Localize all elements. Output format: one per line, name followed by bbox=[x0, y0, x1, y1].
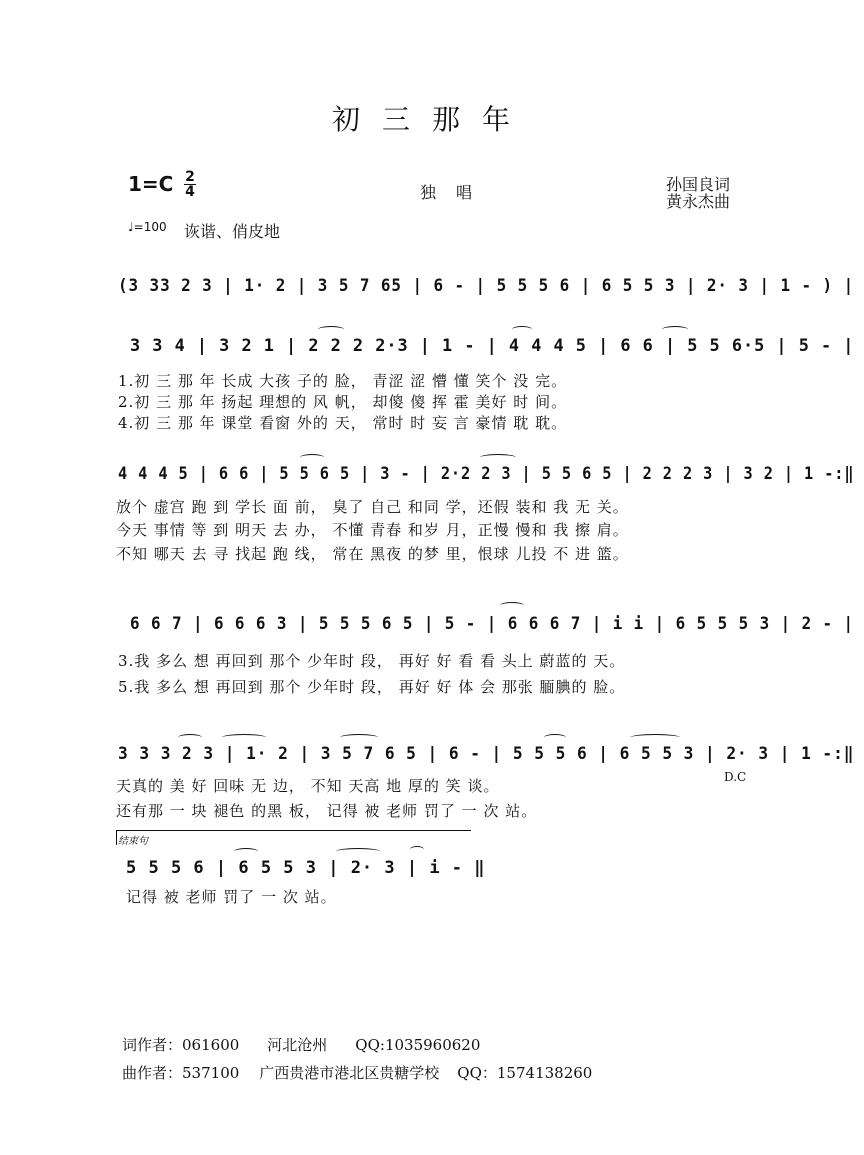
composer-credit: 黄永杰曲 bbox=[666, 192, 731, 211]
lyric-line: 还有那 一 块 褪色 的黑 板， 记得 被 老师 罚了 一 次 站。 bbox=[116, 802, 538, 820]
lyric-line: 今天 事情 等 到 明天 去 办， 不懂 青春 和岁 月，正慢 慢和 我 擦 肩。 bbox=[116, 521, 629, 539]
time-signature bbox=[184, 170, 196, 199]
lyricist-credit: 孙国良词 bbox=[666, 175, 731, 194]
expression-marking: 诙谐、俏皮地 bbox=[184, 222, 281, 241]
lyric-line: 5.我 多么 想 再回到 那个 少年时 段， 再好 好 体 会 那张 腼腆的 脸。 bbox=[118, 678, 626, 696]
lyric-line: 天真的 美 好 回味 无 边， 不知 天高 地 厚的 笑 谈。 bbox=[116, 777, 500, 795]
slur bbox=[662, 326, 688, 333]
footer-lyricist-label: 词作者： bbox=[122, 1036, 183, 1054]
slur bbox=[480, 454, 516, 461]
time-signature-top: 2 bbox=[185, 169, 195, 185]
slur bbox=[500, 602, 524, 609]
slur bbox=[234, 848, 258, 855]
notation-row-prelude: (3 33 2 3 | 1· 2 | 3 5 7 65 | 6 - | 5 5 5 6 | 6 5 5 3 | 2· 3 | 1 - ) | bbox=[118, 276, 855, 296]
slur bbox=[336, 848, 380, 855]
time-signature-bottom: 4 bbox=[185, 184, 195, 200]
notation-row-2: 4 4 4 5 | 6 6 | 5 5 6 5 | 3 - | 2·2 2 3 | 5 5 6 5 | 2 2 2 3 | 3 2 | 1 -:‖ bbox=[118, 464, 855, 484]
footer-composer-qq: QQ：1574138260 bbox=[457, 1064, 593, 1082]
notation-row-1: 3 3 4 | 3 2 1 | 2 2 2 2·3 | 1 - | 4 4 4 5 | 6 6 | 5 5 6·5 | 5 - | bbox=[130, 336, 855, 356]
dc-marking: D.C bbox=[724, 770, 747, 784]
lyric-line: 记得 被 老师 罚了 一 次 站。 bbox=[126, 888, 337, 906]
slur bbox=[318, 326, 344, 333]
footer-composer bbox=[122, 1062, 592, 1083]
key-signature: 1=C bbox=[128, 172, 174, 196]
coda-label: 结束句 bbox=[118, 836, 148, 847]
fermata bbox=[410, 846, 424, 853]
lyric-line: 2.初 三 那 年 扬起 理想的 风 帆， 却傻 傻 挥 霍 美好 时 间。 bbox=[118, 393, 568, 411]
slur bbox=[340, 734, 378, 741]
slur bbox=[544, 734, 566, 741]
performance-mode: 独唱 bbox=[420, 183, 493, 202]
page-title: 初三那年 bbox=[331, 103, 532, 136]
lyric-line: 3.我 多么 想 再回到 那个 少年时 段， 再好 好 看 看 头上 蔚蓝的 天。 bbox=[118, 652, 626, 670]
footer-composer-place: 广西贵港市港北区贵糖学校 bbox=[259, 1064, 440, 1082]
footer-lyricist-zip: 061600 bbox=[182, 1036, 240, 1054]
slur bbox=[630, 734, 680, 741]
notation-row-coda: 5 5 5 6 | 6 5 5 3 | 2· 3 | i - ‖ bbox=[126, 858, 486, 878]
lyric-line: 4.初 三 那 年 课堂 看窗 外的 天， 常时 时 妄 言 豪情 耽 耽。 bbox=[118, 414, 568, 432]
tempo-marking: ♩=100 bbox=[128, 220, 167, 234]
lyric-line: 不知 哪天 去 寻 找起 跑 线， 常在 黑夜 的梦 里，恨球 儿投 不 进 篮。 bbox=[116, 545, 629, 563]
slur bbox=[222, 734, 266, 741]
slur bbox=[178, 734, 202, 741]
footer-lyricist-place: 河北沧州 bbox=[267, 1036, 328, 1054]
notation-row-3: 6 6 7 | 6 6 6 3 | 5 5 5 6 5 | 5 - | 6 6 6 7 | i i | 6 5 5 5 3 | 2 - | bbox=[130, 614, 855, 634]
coda-bracket bbox=[116, 830, 471, 845]
footer-lyricist-qq: QQ:1035960620 bbox=[355, 1036, 481, 1054]
lyric-line: 1.初 三 那 年 长成 大孩 子的 脸， 青涩 涩 懵 懂 笑个 没 完。 bbox=[118, 372, 568, 390]
footer-composer-label: 曲作者： bbox=[122, 1064, 183, 1082]
footer-composer-zip: 537100 bbox=[182, 1064, 240, 1082]
slur bbox=[512, 326, 532, 333]
footer-lyricist bbox=[122, 1034, 480, 1055]
slur bbox=[300, 454, 324, 461]
notation-row-4: 3 3 3 2 3 | 1· 2 | 3 5 7 6 5 | 6 - | 5 5 5 6 | 6 5 5 3 | 2· 3 | 1 -:‖ bbox=[118, 744, 855, 764]
lyric-line: 放个 虚宫 跑 到 学长 面 前， 臭了 自己 和同 学，还假 装和 我 无 关。 bbox=[116, 498, 629, 516]
